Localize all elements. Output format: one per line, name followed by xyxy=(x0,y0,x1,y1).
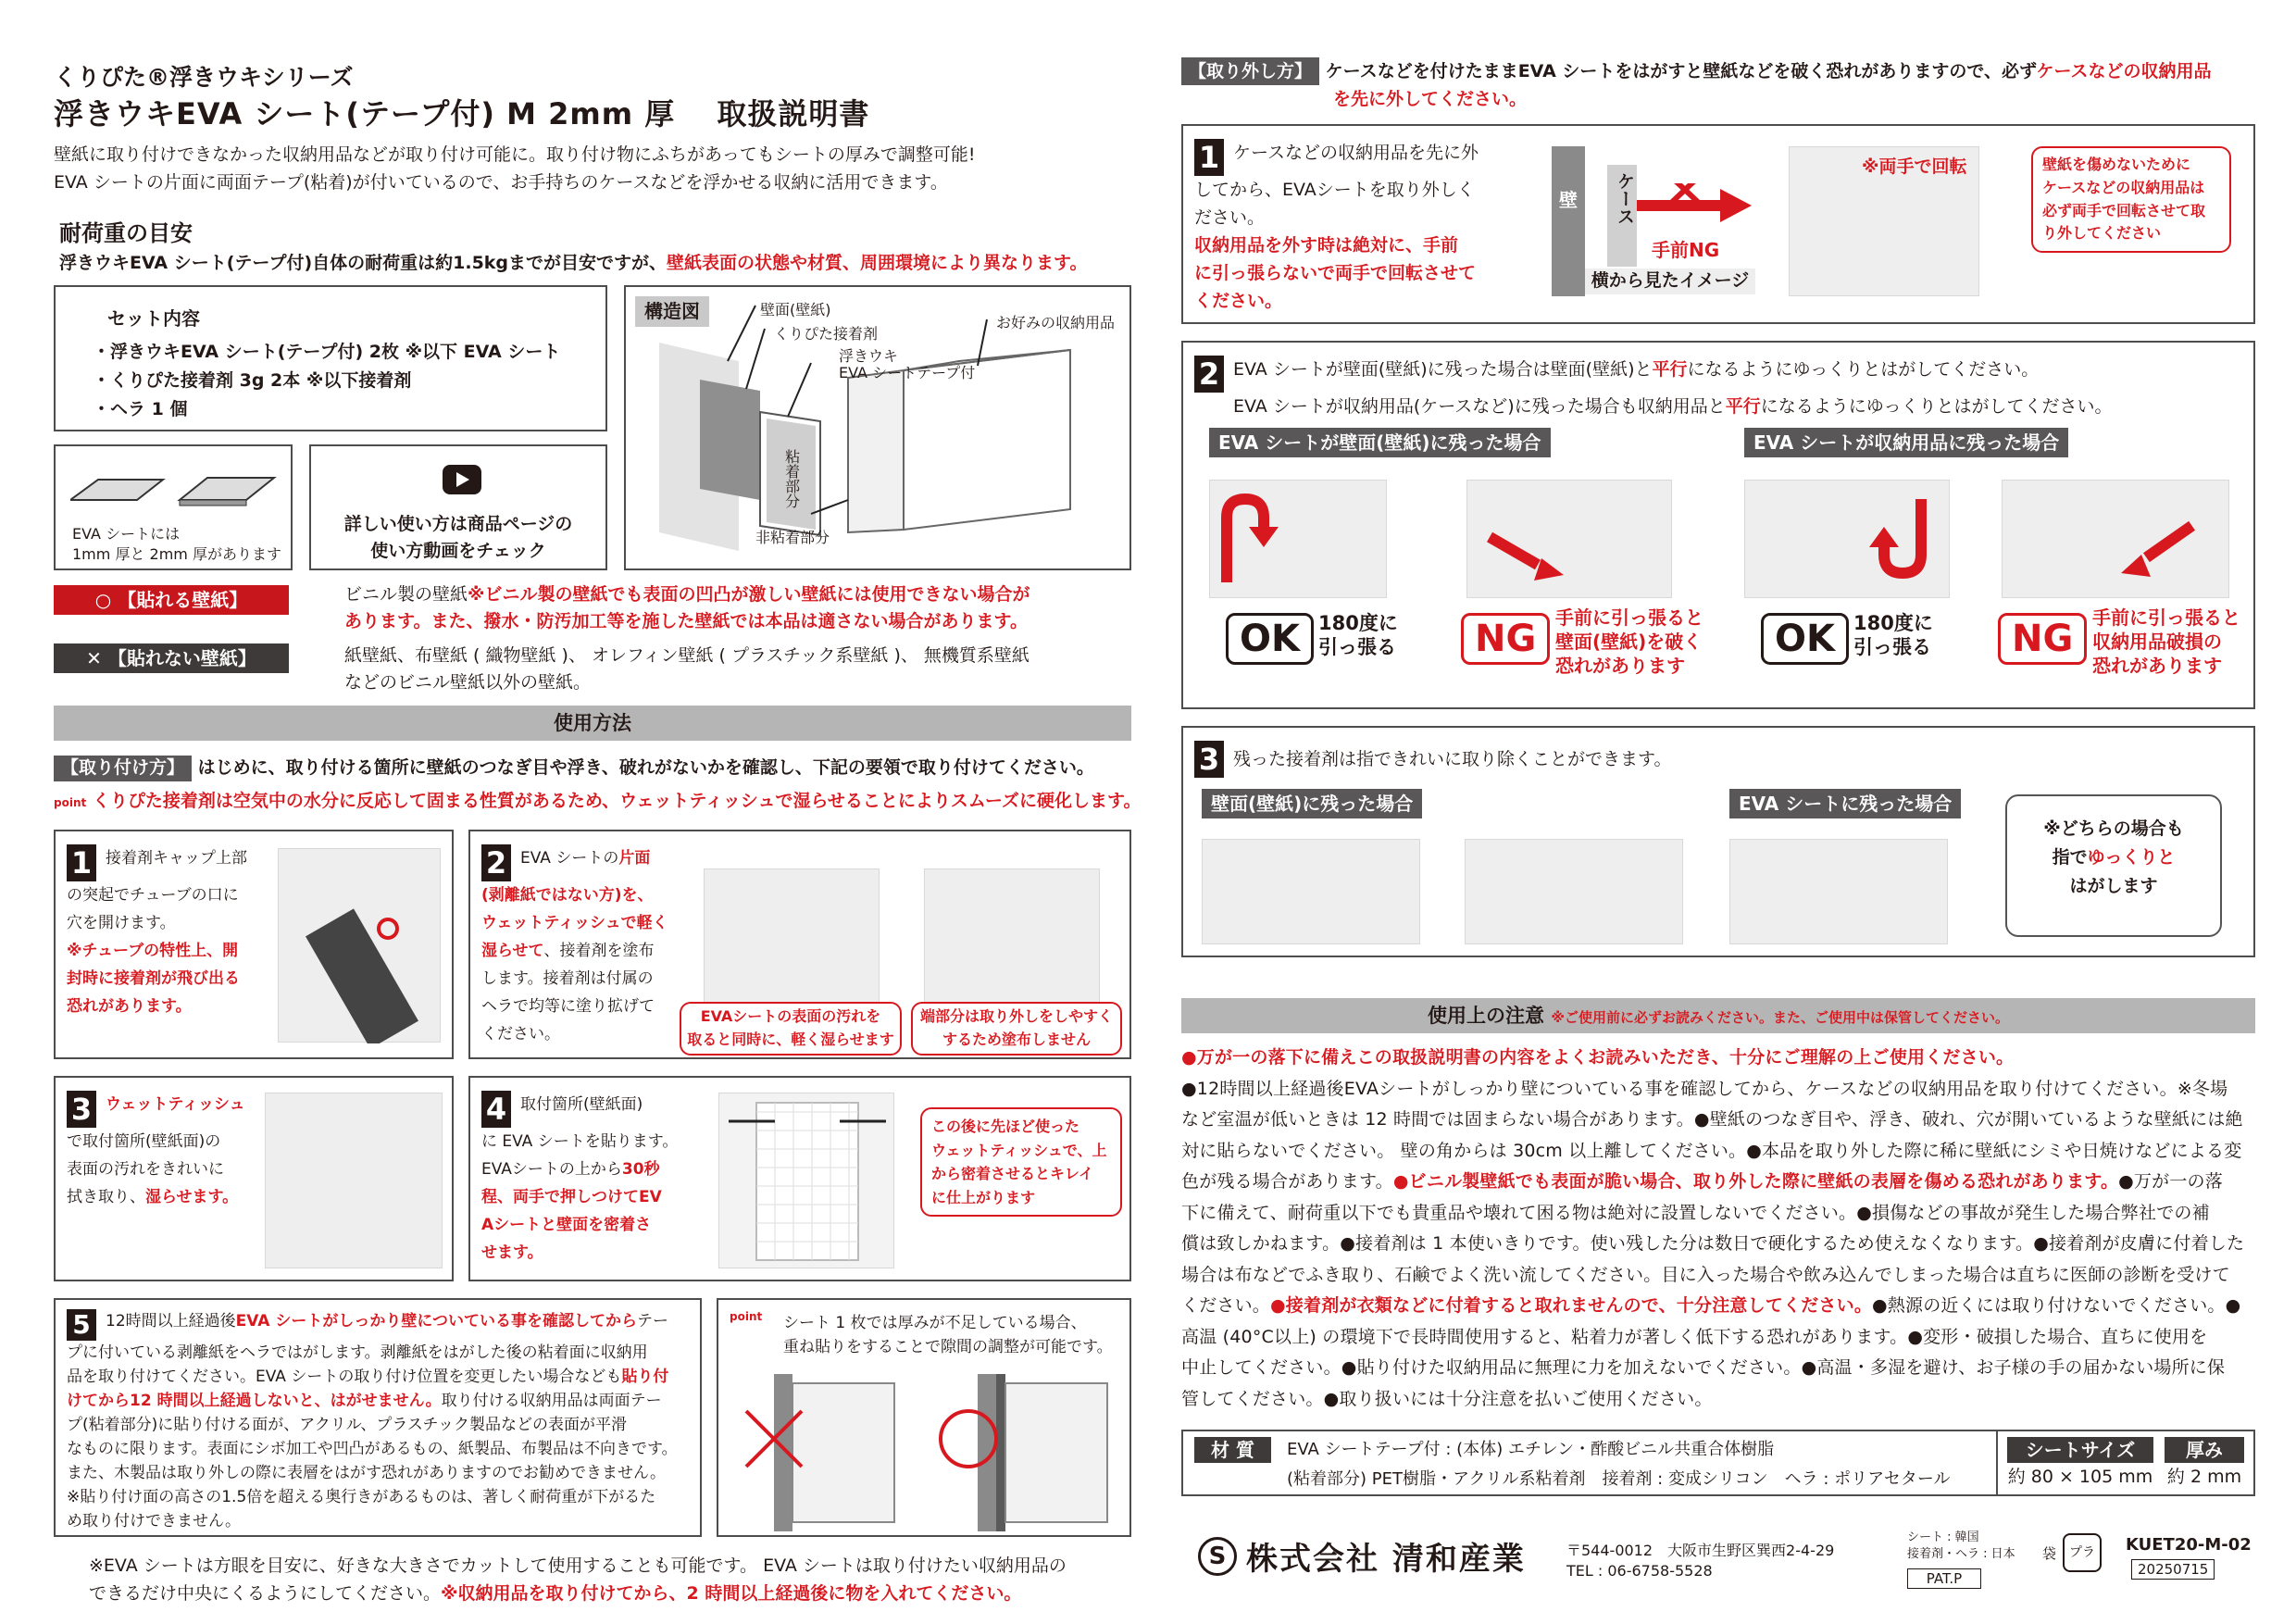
wall-ok-image xyxy=(1209,480,1387,598)
point-note: point くりぴた接着剤は空気中の水分に反応して固まる性質があるため、ウェットティッシュで湿らせることによりスムーズに硬化します。 xyxy=(54,791,1142,811)
ok-wallpaper-label: ○ 【貼れる壁紙】 xyxy=(54,585,289,615)
label-storage: お好みの収納用品 xyxy=(996,314,1116,331)
storage-ng-result: NG xyxy=(1998,613,2087,665)
removal-2-box xyxy=(1181,341,2255,709)
company-address: 〒544-0012 大阪市生野区巽西2-4-29 TEL : 06-6758-5528 xyxy=(1566,1542,1835,1580)
set-item: ・浮きウキEVA シート(テープ付) 2枚 ※以下 EVA シート xyxy=(93,342,561,362)
wet-sheet-image xyxy=(704,868,880,1007)
patent-badge: PAT.P xyxy=(1907,1568,1981,1589)
step-4-text: 4 取付箇所(壁紙面) に EVA シートを貼ります。 EVAシートの上から30秒 程、両手で押しつけてEV Aシートと壁面を密着さ せます。 xyxy=(481,1092,679,1262)
adhesive-tube-image xyxy=(278,848,441,1043)
wall-residue-image-2 xyxy=(1465,839,1683,944)
wall-ok-result: OK xyxy=(1226,613,1314,665)
company-logo-icon: S xyxy=(1198,1537,1237,1576)
step-1-text: 1 接着剤キャップ上部 の突起でチューブの口に 穴を開けます。 ※チューブの特性上、開 封時に接着剤が飛び出る 恐れがあります。 xyxy=(67,845,247,1016)
removal-3-text: 3 残った接着剤は指できれいに取り除くことができます。 xyxy=(1194,741,1671,778)
step-4-box xyxy=(468,1076,1131,1281)
point-hand-icon: point xyxy=(54,796,87,809)
set-contents-box xyxy=(54,285,607,431)
thickness-box xyxy=(54,444,293,570)
structure-diagram xyxy=(624,285,1131,570)
set-items xyxy=(93,338,560,424)
material-text: EVA シートテープ付 : (本体) エチレン・酢酸ビニル共重合体樹脂 (粘着部分) PET樹脂・アクリル系粘着剤 接着剤 : 変成シリコン ヘラ : ポリアセタール xyxy=(1287,1440,1951,1489)
ng-wallpaper-label: ✕ 【貼れない壁紙】 xyxy=(54,643,289,673)
step-5-box xyxy=(54,1298,702,1537)
point-icon: point xyxy=(730,1310,763,1323)
attach-intro: 【取り付け方】 はじめに、取り付ける箇所に壁紙のつなぎ目や浮き、破れがないかを確認し、下記の要領で取り付けてください。 xyxy=(54,756,1094,781)
size-value: 約 80 × 105 mm xyxy=(2007,1467,2153,1487)
ok-wallpaper-text: ビニル製の壁紙※ビニル製の壁紙でも表面の凹凸が激しい壁紙には使用できない場合が あります。また、撥水・防汚加工等を施した壁紙では本品は適さない場合があります。 xyxy=(344,584,1030,631)
pull-arrow-icon xyxy=(1637,183,1755,230)
size-label: シートサイズ xyxy=(2007,1437,2153,1463)
overlap-text: シート 1 枚では厚みが不足している場合、 重ね貼りをすることで隙間の調整が可能です。 xyxy=(783,1314,1113,1356)
origin-info: シート : 韓国 接着剤・ヘラ : 日本 xyxy=(1907,1530,2015,1561)
video-box[interactable] xyxy=(309,444,607,570)
thickness-label: 厚み xyxy=(2165,1437,2244,1463)
storage-remain-heading: EVA シートが収納用品に残った場合 xyxy=(1744,428,2068,457)
step-5-text: 5 12時間以上経過後EVA シートがしっかり壁についている事を確認してからテー プに付いている剥離紙をヘラではがします。剥離紙をはがした後の粘着面に収納用 品を取り付けてください。EVA シートの取り付け位置を変更したい場合なども貼り付 けてから12 時間以上経過しないと、はがせません。取り付ける収納用品は両面テー プ(粘着部分)に貼り付ける面が、アクリル、プラスチック製品などの表面が平滑 なものに限ります。表面にシボ加工や凹凸があるもの、紙製品、布製品は不向きです。 また、木製品は取り外しの際に表層をはがす恐れがありますのでお勧めできません。 ※貼り付け面の高さの1.5倍を超える奥行きがあるものは、著しく耐荷重が下がるた め取り付けできません。 xyxy=(67,1309,678,1530)
ng-wallpaper-text: 紙壁紙、布壁紙 ( 織物壁紙 )、 オレフィン壁紙 ( プラスチック系壁紙 )、 無機質系壁紙 などのビニル壁紙以外の壁紙。 xyxy=(344,645,1029,693)
storage-ng-image xyxy=(2002,480,2229,598)
wall-remain-heading: EVA シートが壁面(壁紙)に残った場合 xyxy=(1209,428,1551,457)
storage-ok-image xyxy=(1744,480,1950,598)
storage-ok-result: OK xyxy=(1761,613,1849,665)
side-view-image xyxy=(1552,146,1755,296)
spec-box xyxy=(1181,1430,2255,1496)
step-3-box xyxy=(54,1076,454,1281)
usage-bar: 使用方法 xyxy=(54,706,1131,741)
caution-bar: 使用上の注意 ※ご使用前に必ずお読みください。また、ご使用中は保管してください。 xyxy=(1181,998,2255,1033)
step-2-text: 2 EVA シートの片面 (剥離紙ではない方)を、 ウェットティッシュで軽く 湿らせて、接着剤を塗布 します。接着剤は付属の ヘラで均等に塗り拡げて ください。 xyxy=(481,845,668,1043)
set-item: ・ヘラ 1 個 xyxy=(93,399,188,419)
case-label: ケース xyxy=(1607,165,1637,267)
rotate-label: ※両手で回転 xyxy=(1862,156,1967,177)
video-text: 詳しい使い方は商品ページの 使い方動画をチェック xyxy=(343,514,573,561)
bottom-note: ※EVA シートは方眼を目安に、好きな大きさでカットして使用することも可能です。 EVA シートは取り付けたい収納用品の できるだけ中央にくるようにしてください。※収納用品を取り付けてから、2 時間以上経過後に物を入れてください。 xyxy=(89,1555,1067,1604)
overlap-box xyxy=(717,1298,1131,1537)
removal-2-text: 2 EVA シートが壁面(壁紙)に残った場合は壁面(壁紙)と平行になるようにゆっくりとはがしてください。 EVA シートが収納用品(ケースなど)に残った場合も収納用品と平行になるようにゆっくりとはがしてください。 xyxy=(1194,356,2113,420)
print-date: 20250715 xyxy=(2131,1559,2215,1580)
set-heading: セット内容 xyxy=(107,307,200,330)
removal-intro: 【取り外し方】 ケースなどを付けたままEVA シートをはがすと壁紙などを破く恐れがありますので、必ずケースなどの収納用品 を先に外してください。 xyxy=(1181,57,2212,113)
wall-residue-image-1 xyxy=(1202,839,1420,944)
page-title: 浮きウキEVA シート(テープ付) M 2mm 厚 取扱説明書 xyxy=(54,96,870,131)
removal-3-box xyxy=(1181,726,2255,957)
company-name: 株式会社 清和産業 xyxy=(1246,1541,1526,1578)
storage-ng-text: 手前に引っ張ると 収納用品破損の 恐れがあります xyxy=(2092,606,2240,677)
product-code: KUET20-M-02 xyxy=(2126,1535,2252,1555)
set-item: ・くりぴた接着剤 3g 2本 ※以下接着剤 xyxy=(93,370,412,391)
step-4-bubble: この後に先ほど使った ウェットティッシュで、上 から密着させるとキレイ に仕上がります xyxy=(920,1107,1122,1217)
removal-1-box xyxy=(1181,124,2255,324)
label-sheet: 浮きウキ EVA シートテープ付 xyxy=(839,347,976,381)
spread-adhesive-image xyxy=(924,868,1100,1007)
overlap-illustration xyxy=(737,1374,1117,1531)
load-text: 浮きウキEVA シート(テープ付)自体の耐荷重は約1.5kgまでが目安ですが、壁紙表面の状態や材質、周囲環境により異なります。 xyxy=(59,253,1088,273)
step-3-text: 3 ウェットティッシュ で取付箇所(壁紙面)の 表面の汚れをきれいに 拭き取り、湿らせます。 xyxy=(67,1092,245,1206)
removal-1-text: 1 ケースなどの収納用品を先に外 してから、EVAシートを取り外しく ださい。 収納用品を外す時は絶対に、手前 に引っ張らないで両手で回転させて ください。 xyxy=(1194,140,1479,311)
side-view-caption: 横から見たイメージ xyxy=(1585,269,1755,294)
label-adhesive-part: 粘着部分 xyxy=(782,449,801,508)
step-2-bubble-1: EVAシートの表面の汚れを 取ると同時に、軽く湿らせます xyxy=(680,1002,902,1056)
wall-label: 壁 xyxy=(1552,146,1585,296)
wall-ng-text: 手前に引っ張ると 壁面(壁紙)を破く 恐れがあります xyxy=(1555,606,1703,677)
sheet-thickness-icon xyxy=(70,472,280,509)
sheet-residue-image xyxy=(1729,839,1948,944)
wall-residue-heading: 壁面(壁紙)に残った場合 xyxy=(1202,789,1422,818)
press-sheet-image xyxy=(718,1093,894,1268)
step-1-box xyxy=(54,830,454,1059)
recycle-pla-icon: プラ xyxy=(2063,1533,2102,1572)
bag-label: 袋 xyxy=(2042,1545,2057,1562)
label-non-adhesive: 非粘着部分 xyxy=(755,529,830,546)
storage-ok-text: 180度に 引っ張る xyxy=(1853,612,1933,658)
load-heading: 耐荷重の目安 xyxy=(59,220,193,246)
thickness-value: 約 2 mm xyxy=(2166,1467,2242,1487)
series-name: くりぴた®浮きウキシリーズ xyxy=(54,64,354,91)
wall-ok-text: 180度に 引っ張る xyxy=(1318,612,1398,658)
wall-ng-result: NG xyxy=(1461,613,1550,665)
removal-1-bubble: 壁紙を傷めないために ケースなどの収納用品は 必ず両手で回転させて取 り外してください xyxy=(2031,146,2231,253)
sheet-residue-heading: EVA シートに残った場合 xyxy=(1729,789,1961,818)
label-wall: 壁面(壁紙) xyxy=(760,301,831,319)
structure-heading: 構造図 xyxy=(635,296,709,327)
residue-note: ※どちらの場合も 指でゆっくりと はがします xyxy=(2005,794,2222,937)
rotate-image xyxy=(1789,146,1979,296)
thickness-text: EVA シートには 1mm 厚と 2mm 厚があります xyxy=(72,525,281,563)
caution-text: ●万が一の落下に備えこの取扱説明書の内容をよくお読みいただき、十分にご理解の上ご使用ください。 ●12時間以上経過後EVAシートがしっかり壁についている事を確認してから、ケースなどの収納用品を取り付けてください。※冬場 など室温が低いときは 12 時間では固まらない場合があります。●壁紙のつなぎ目や、浮き、破れ、穴が開いているような壁紙には絶 対に貼らないでください。 壁の角からは 30cm 以上離してください。●本品を取り外した際に稀に壁紙にシミや日焼けなどによる変 色が残る場合があります。●ビニル製壁紙でも表面が脆い場合、取り外した際に壁紙の表層を傷める恐れがあります。●万が一の落 下に備えて、耐荷重以下でも貴重品や壊れて困る物は絶対に設置しないでください。●損傷などの事故が発生した場合弊社での補 償は致しかねます。●接着剤は 1 本使いきりです。使い残した分は数日で硬化するため使えなくなります。●接着剤が皮膚に付着した 場合は布などでふき取り、石鹸でよく洗い流してください。目に入った場合や飲み込んでしまった場合は直ちに医師の診断を受けて ください。●接着剤が衣類などに付着すると取れませんので、十分注意してください。●熱源の近くには取り付けないでください。● 高温 (40°C以上) の環境下で長時間使用すると、粘着力が著しく低下する恐れがあります。●変形・破損した場合、直ちに使用を 中止してください。●貼り付けた収納用品に無理に力を加えないでください。●高温・多湿を避け、お子様の手の届かない場所に保 管してください。●取り扱いには十分注意を払いご使用ください。 xyxy=(1181,1047,2245,1409)
wall-ng-image xyxy=(1466,480,1672,598)
step-2-box xyxy=(468,830,1131,1059)
material-label: 材 質 xyxy=(1194,1437,1271,1463)
label-adhesive: くりぴた接着剤 xyxy=(774,325,879,343)
intro-line-1: 壁紙に取り付けできなかった収納用品などが取り付け可能に。取り付け物にふちがあってもシートの厚みで調整可能! xyxy=(54,144,976,165)
wipe-wall-image xyxy=(265,1093,443,1268)
intro-line-2: EVA シートの片面に両面テープ(粘着)が付いているので、お手持ちのケースなどを浮かせる収納に活用できます。 xyxy=(54,172,948,193)
youtube-play-icon[interactable] xyxy=(443,465,481,494)
step-2-bubble-2: 端部分は取り外しをしやすく するため塗布しません xyxy=(911,1002,1122,1056)
ng-front-label: 手前NG xyxy=(1652,239,1720,261)
